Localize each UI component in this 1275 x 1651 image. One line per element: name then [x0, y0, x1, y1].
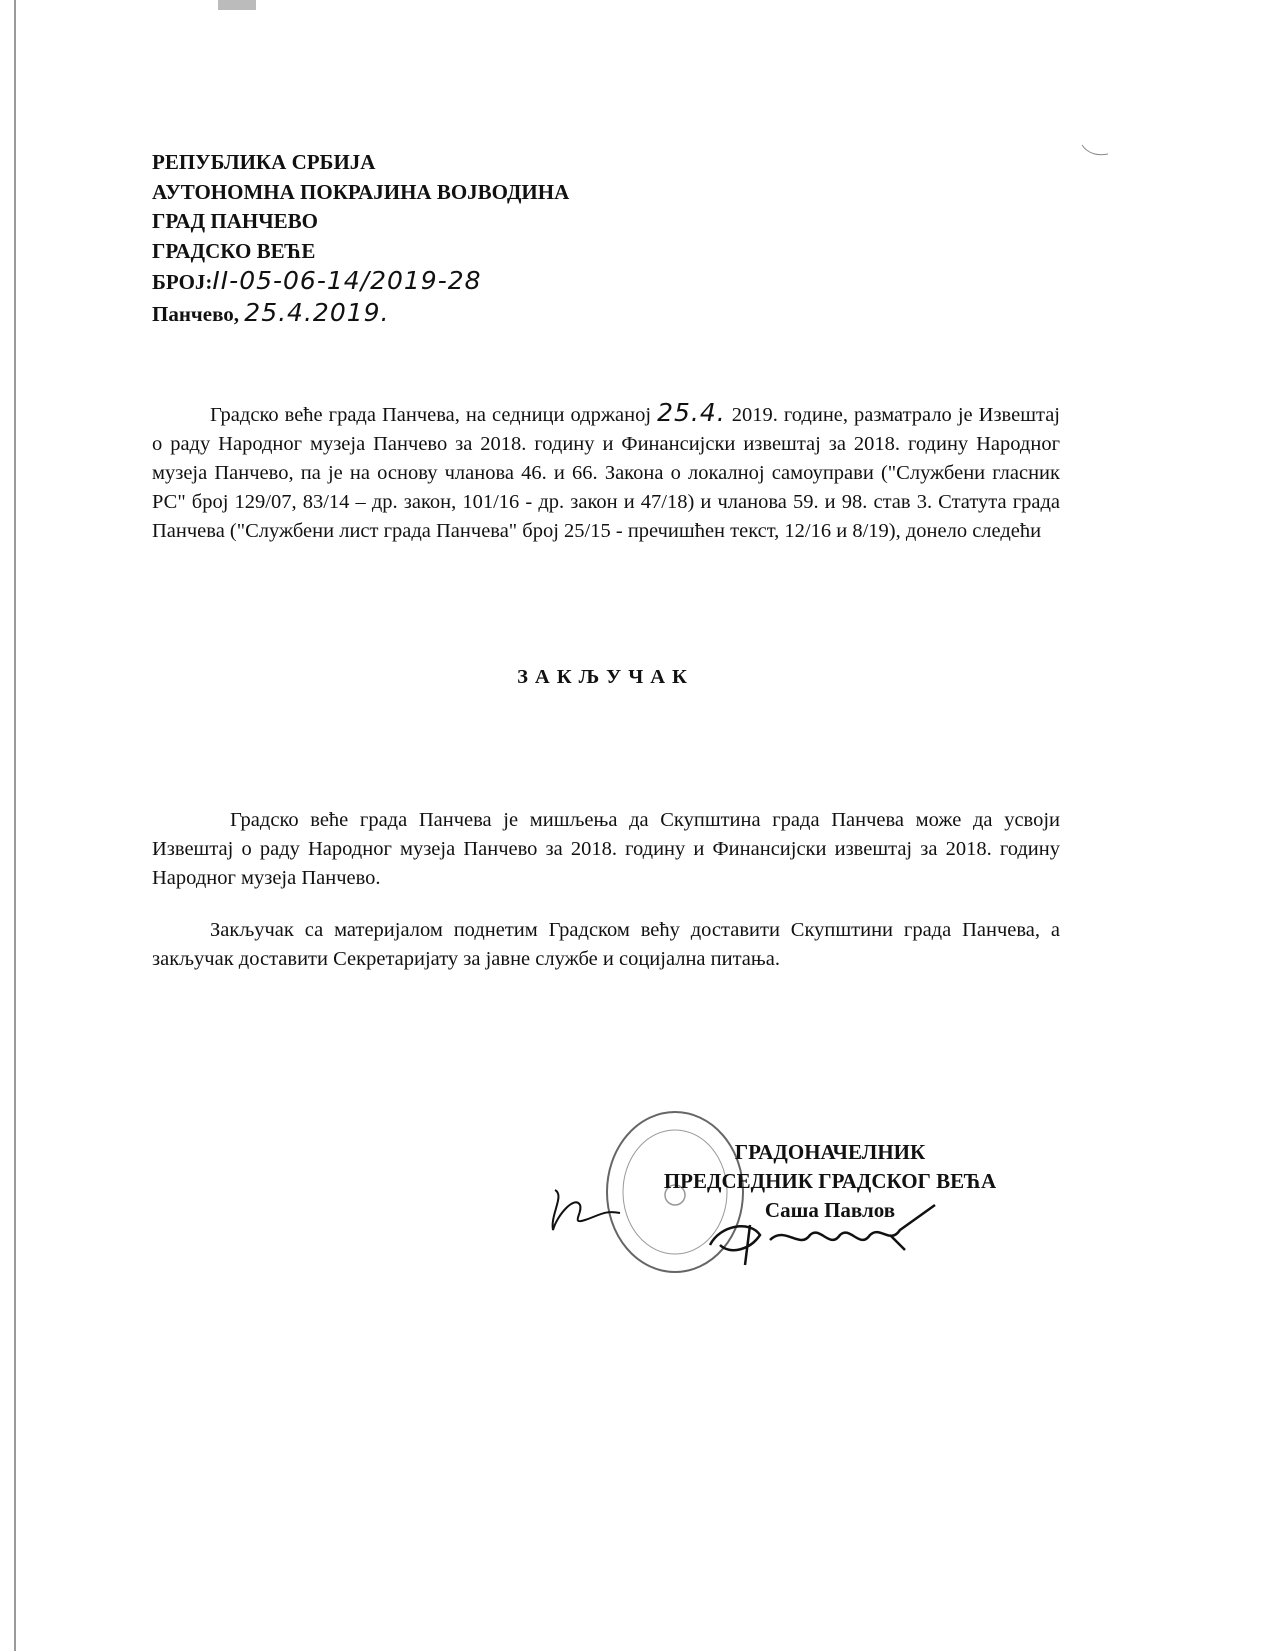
signature-title-president: ПРЕДСЕДНИК ГРАДСКОГ ВЕЋА [663, 1169, 997, 1193]
signature-title-mayor: ГРАДОНАЧЕЛНИК [734, 1140, 926, 1164]
scan-edge [14, 0, 16, 1651]
intro-text-end: 2019. године, разматрало је Извештај о раду Народног музеја Панчево за 2018. годину и Финансијски извештај за 2018. годину Народног музеја Панчево, па је на основу чланова 46. и 66. Закона о локалној самоуправи ("Службени гласник РС" број 129/07, 83/14 – др. закон, 101/16 - др. закон и 47/18) и чланова 59. и 98. став 3. Статута града Панчева ("Службени лист града Панчева" број 25/15 - пречишћен текст, 12/16 и 8/19), донело следећи [152, 404, 1060, 542]
intro-text-start: Градско веће града Панчева, на седници одржаној [210, 404, 658, 426]
scan-mark [1080, 140, 1110, 160]
header-line-city: ГРАД ПАНЧЕВО [152, 209, 318, 233]
document-title: ЗАКЉУЧАК [517, 666, 694, 688]
document-header [152, 148, 569, 329]
signatory-name: Саша Павлов [764, 1198, 896, 1222]
header-line-republic: РЕПУБЛИКА СРБИЈА [152, 150, 376, 174]
place-label: Панчево, [152, 301, 240, 326]
document-number [152, 266, 569, 298]
document-place-date [152, 298, 569, 330]
header-line-council: ГРАДСКО ВЕЋЕ [152, 238, 316, 263]
header-line-province: АУТОНОМНА ПОКРАЈИНА ВОЈВОДИНА [152, 179, 570, 204]
session-date-handwritten: 25.4. [657, 398, 726, 427]
number-handwritten: II-05-06-14/2019-28 [212, 266, 482, 295]
date-handwritten: 25.4.2019. [244, 297, 390, 327]
scan-artifact [218, 0, 256, 10]
number-label: БРОЈ: [152, 270, 213, 294]
conclusion-paragraph-1: Градско веће града Панчева је мишљења да Скупштина града Панчева може да усвоји Извештај о раду Народног музеја Панчево за 2018. годину и Финансијски извештај за 2018. годину Народног музеја Панчево. [152, 809, 1060, 889]
conclusion-paragraph-2: Закључак са материјалом поднетим Градском већу доставити Скупштини града Панчева, а закључак доставити Секретаријату за јавне службе и социјална питања. [152, 919, 1060, 970]
handwritten-signature [690, 1195, 950, 1275]
intro-paragraph [152, 398, 1060, 546]
initials-signature [545, 1185, 625, 1245]
